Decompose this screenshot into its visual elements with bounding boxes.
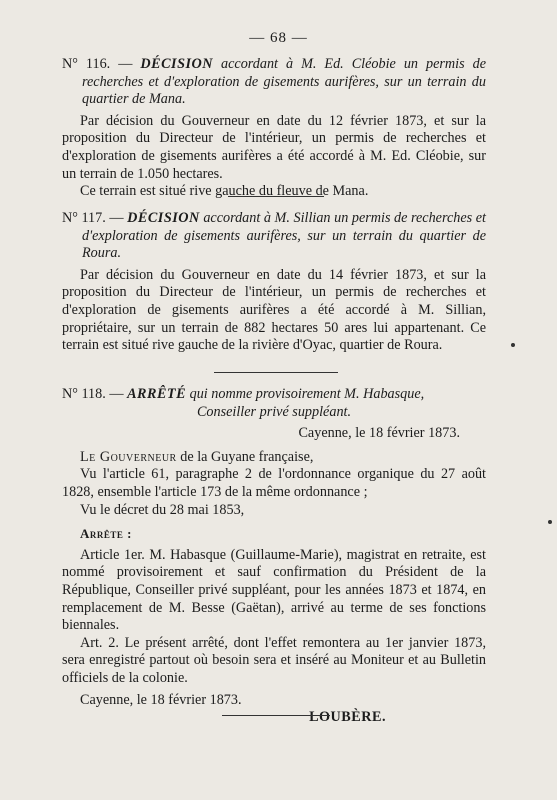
arrete-118-vu-1: Vu l'article 61, paragraphe 2 de l'ordonnance organique du 27 août 1828, ensemble l'article 173 de la même ordonnance ; [62,466,486,500]
separator-rule [222,715,330,716]
ink-speck [548,520,552,524]
separator-rule [214,372,338,373]
arrete-118-article-1: Article 1er. M. Habasque (Guillaume-Marie), magistrat en retraite, est nommé provisoirement et sauf confirmation du Président de la République, Conseiller privé suppléant, pour les années 1873 et 1874, en remplacement de M. Besse (Gaëtan), arrivé au terme de ses fonctions biennales. [62,546,486,634]
arrete-118-heading [62,386,486,404]
decision-116-body-2: Ce terrain est situé rive gauche du fleuve de Mana. [80,183,369,200]
decision-116 [62,56,486,201]
separator-rule [228,196,324,197]
arrete-118-title-2: Conseiller privé suppléant. [196,403,352,420]
arrete-118-dateline: Cayenne, le 18 février 1873. [298,425,460,442]
ink-speck [511,343,515,347]
arrete-118-title: qui nomme provisoirement M. Habasque, [189,386,425,402]
arrete-118-closing: Cayenne, le 18 février 1873. [80,691,242,708]
decision-117 [62,210,486,355]
decision-116-number: N° 116. — [62,56,133,72]
decision-116-heading [62,56,486,109]
arrete-118-kind: ARRÊTÉ [127,386,187,402]
decision-117-heading [62,210,486,263]
arrete-118-governor [62,449,486,467]
arrete-118-arrete-label: Arrête : [80,526,132,542]
arrete-118-article-2: Art. 2. Le présent arrêté, dont l'effet remontera au 1er janvier 1873, sera enregistré partout où besoin sera et inséré au Moniteur et au Bulletin officiels de la colonie. [62,634,486,686]
decision-116-title: accordant à M. Ed. Cléobie un permis de recherches et d'exploration de gisements aurifères, sur un terrain du quartier de Mana. [82,56,487,108]
decision-117-number: N° 117. — [62,210,124,226]
page-number: — 68 — [249,30,308,46]
governor-title: Le Gouverneur [80,448,177,465]
decision-117-body: Par décision du Gouverneur en date du 14 février 1873, et sur la proposition du Directeur de l'intérieur, un permis de recherches et d'exploration de gisements aurifères a été accordé à M. Sillian, propriétaire, sur un terrain de 882 hectares 50 ares lui appartenant. Ce terrain est situé rive gauche de la rivière d'Oyac, quartier de Roura. [62,266,486,354]
decision-116-kind: DÉCISION [140,56,213,72]
arrete-118-signature: LOUBÈRE. [309,709,386,726]
decision-116-body: Par décision du Gouverneur en date du 12 février 1873, et sur la proposition du Directeur de l'intérieur, un permis de recherches et d'exploration de gisements aurifères a été accordé à M. Ed. Cléobie, sur un terrain de 1.050 hectares. [62,112,486,182]
governor-rest: de la Guyane française, [180,448,314,465]
arrete-118 [62,386,486,727]
arrete-118-number: N° 118. — [62,386,124,402]
decision-117-title: accordant à M. Sillian un permis de recherches et d'exploration de gisements aurifères, sur un terrain du quartier de Roura. [82,210,486,262]
decision-117-kind: DÉCISION [127,210,200,226]
arrete-118-vu-2: Vu le décret du 28 mai 1853, [80,501,245,518]
